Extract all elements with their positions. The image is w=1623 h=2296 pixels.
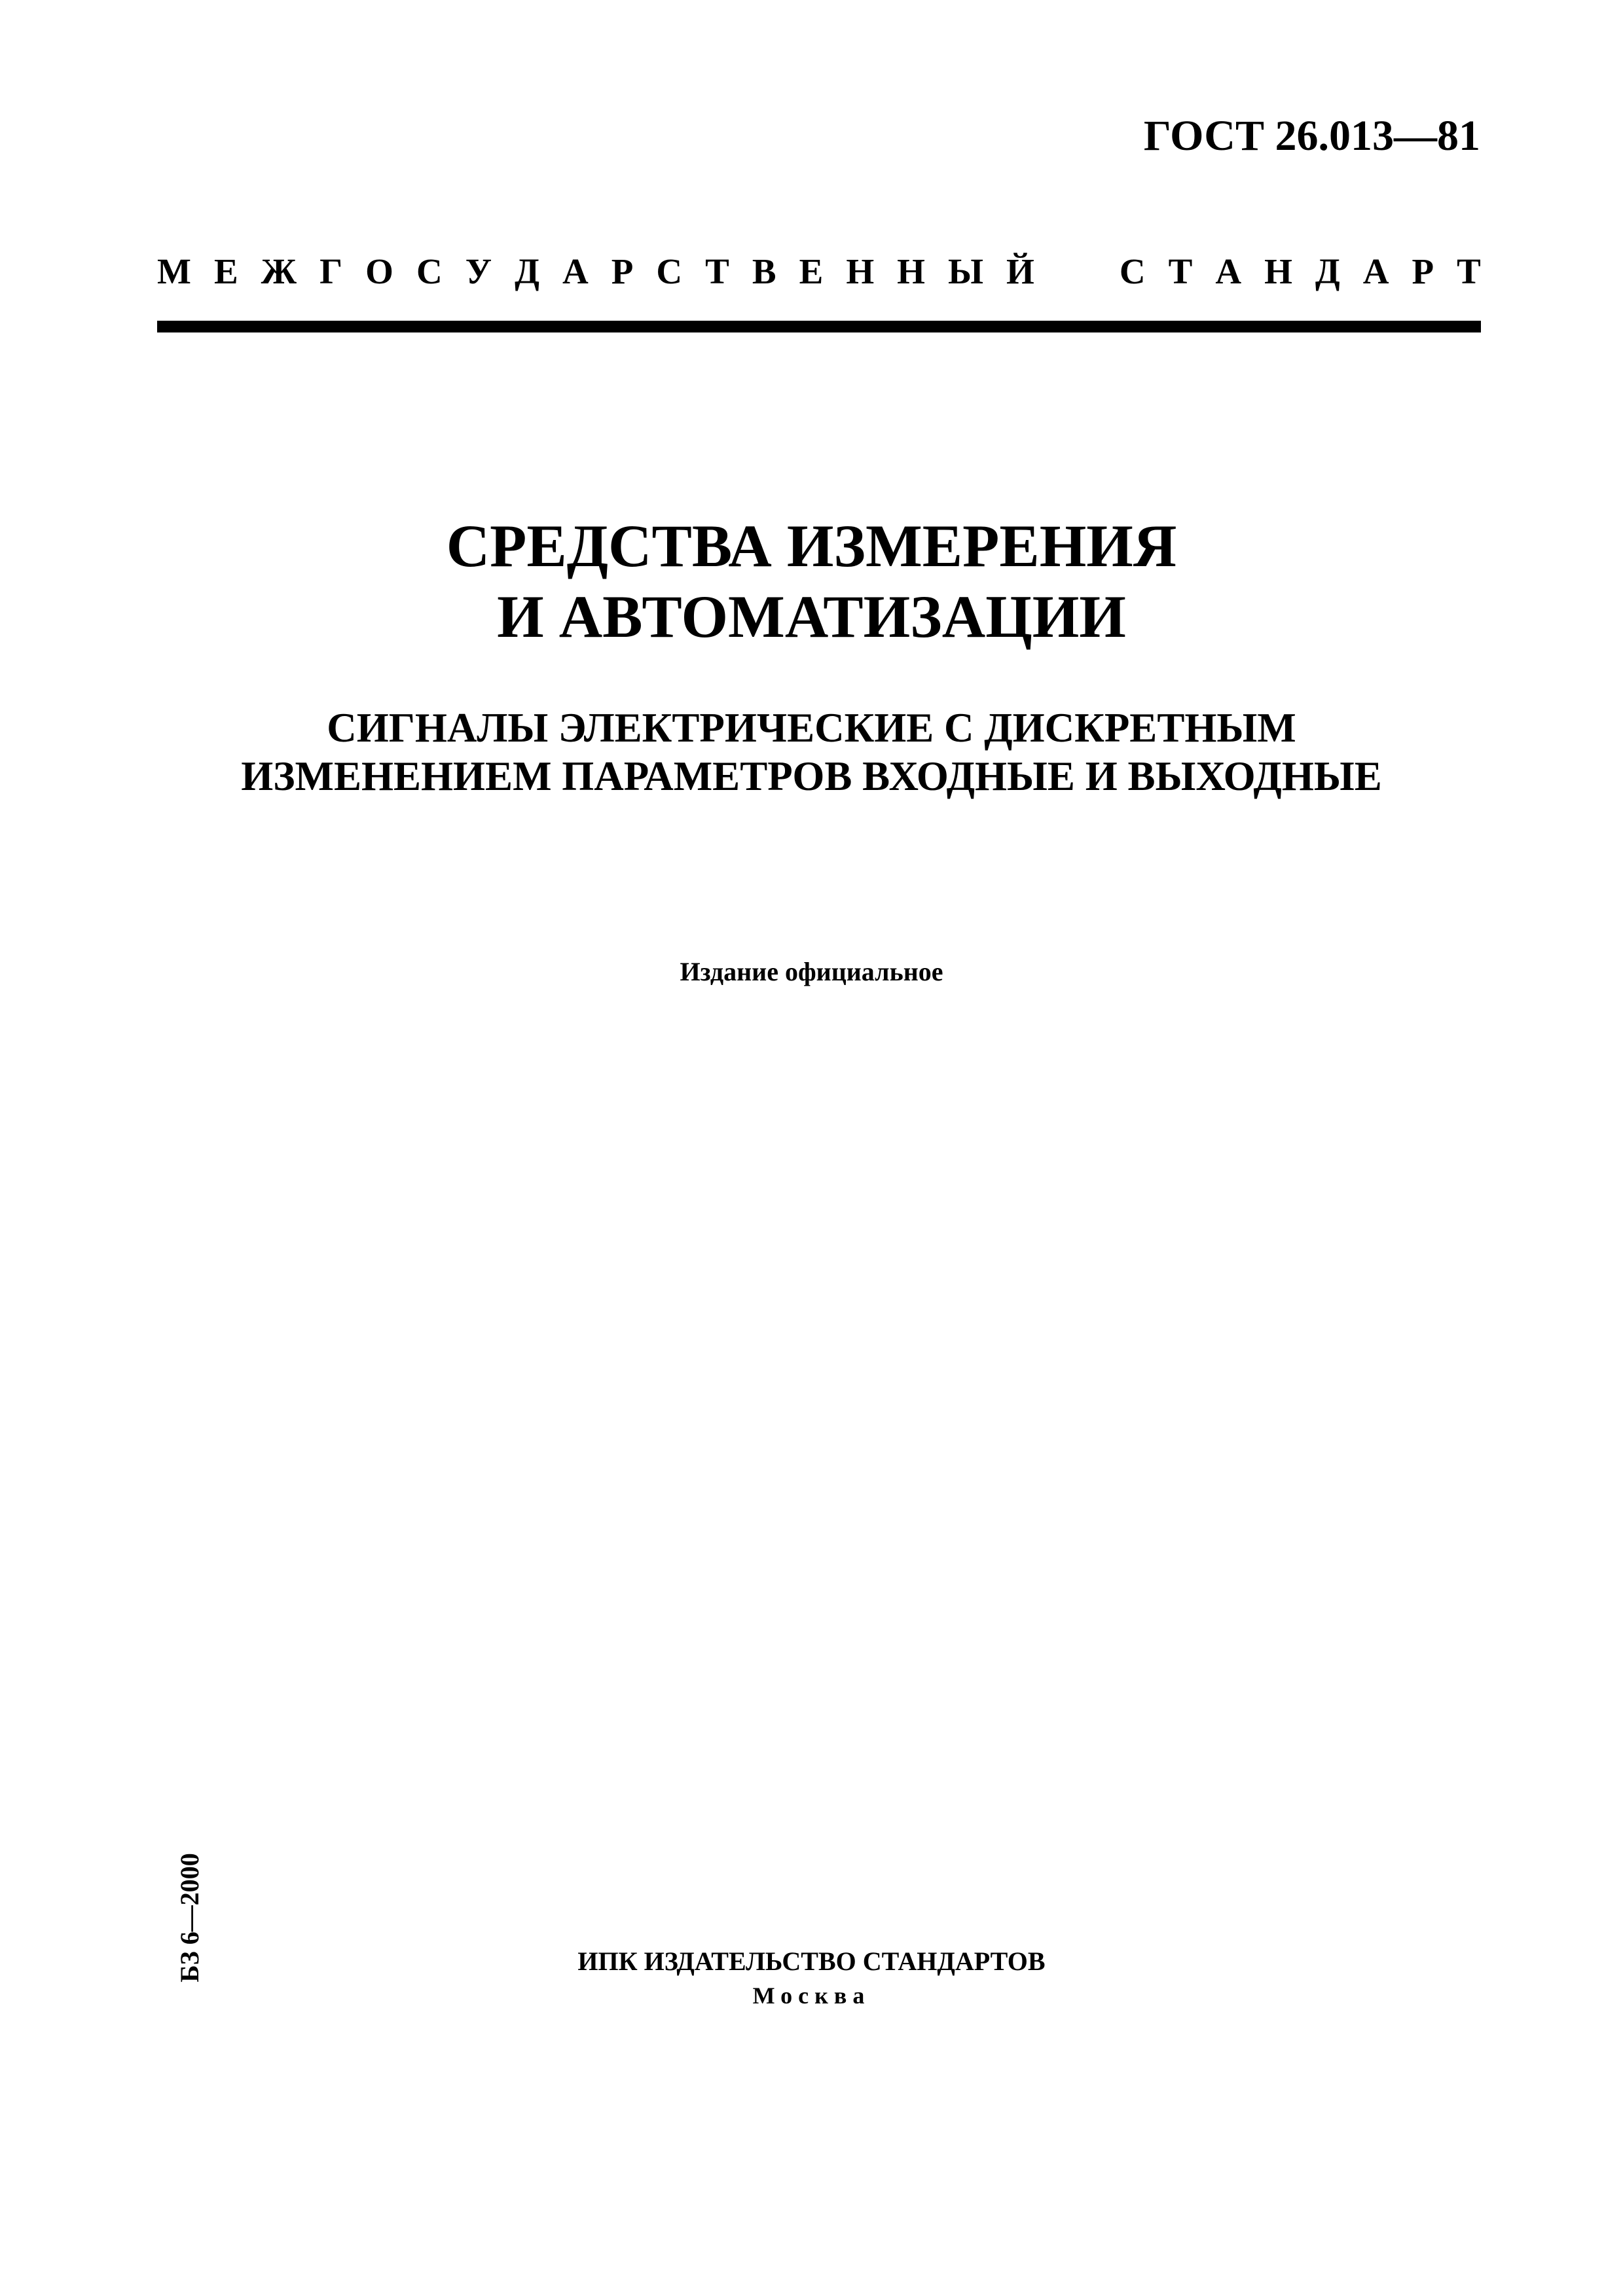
band-letter: Т [1168, 251, 1193, 291]
band-letter: С [1119, 251, 1146, 291]
band-letter: Е [799, 251, 824, 291]
header-rule [157, 321, 1481, 332]
publisher-name: ИПК ИЗДАТЕЛЬСТВО СТАНДАРТОВ [577, 1946, 1046, 1976]
band-letter: Р [611, 251, 634, 291]
standard-designation: ГОСТ 26.013—81 [1143, 112, 1480, 160]
subtitle-line-2: ИЗМЕНЕНИЕМ ПАРАМЕТРОВ ВХОДНЫЕ И ВЫХОДНЫЕ [241, 753, 1382, 799]
band-letter: А [1362, 251, 1389, 291]
band-letter: Д [1315, 251, 1340, 291]
title-line-2: И АВТОМАТИЗАЦИИ [497, 583, 1126, 650]
band-letter: Ж [261, 251, 297, 291]
document-subtitle [0, 704, 1623, 800]
band-letter: Ы [947, 251, 983, 291]
band-letter: С [416, 251, 443, 291]
band-letter: Р [1412, 251, 1434, 291]
band-letter: М [157, 251, 191, 291]
document-title [0, 511, 1623, 652]
band-letter: В [752, 251, 776, 291]
band-letter: Й [1006, 251, 1034, 291]
band-letter: Д [515, 251, 539, 291]
band-gap [1057, 249, 1097, 295]
band-letter: Н [1264, 251, 1292, 291]
band-letter: У [465, 251, 492, 291]
band-letter: Г [319, 251, 343, 291]
publisher-city: Москва [752, 1982, 871, 2009]
edition-note: Издание официальное [680, 957, 943, 986]
band-letter: Т [705, 251, 729, 291]
band-letter: О [365, 251, 393, 291]
band-letter: А [1215, 251, 1242, 291]
title-line-1: СРЕДСТВА ИЗМЕРЕНИЯ [446, 512, 1177, 579]
band-letter: Е [213, 251, 238, 291]
band-letter: Т [1457, 251, 1481, 291]
band-letter: С [656, 251, 683, 291]
subtitle-line-1: СИГНАЛЫ ЭЛЕКТРИЧЕСКИЕ С ДИСКРЕТНЫМ [327, 705, 1296, 751]
band-letter: А [562, 251, 589, 291]
band-letter: Н [846, 251, 875, 291]
side-code: БЗ 6—2000 [175, 1853, 204, 1982]
interstate-standard-band [157, 249, 1481, 295]
band-letter: Н [897, 251, 925, 291]
